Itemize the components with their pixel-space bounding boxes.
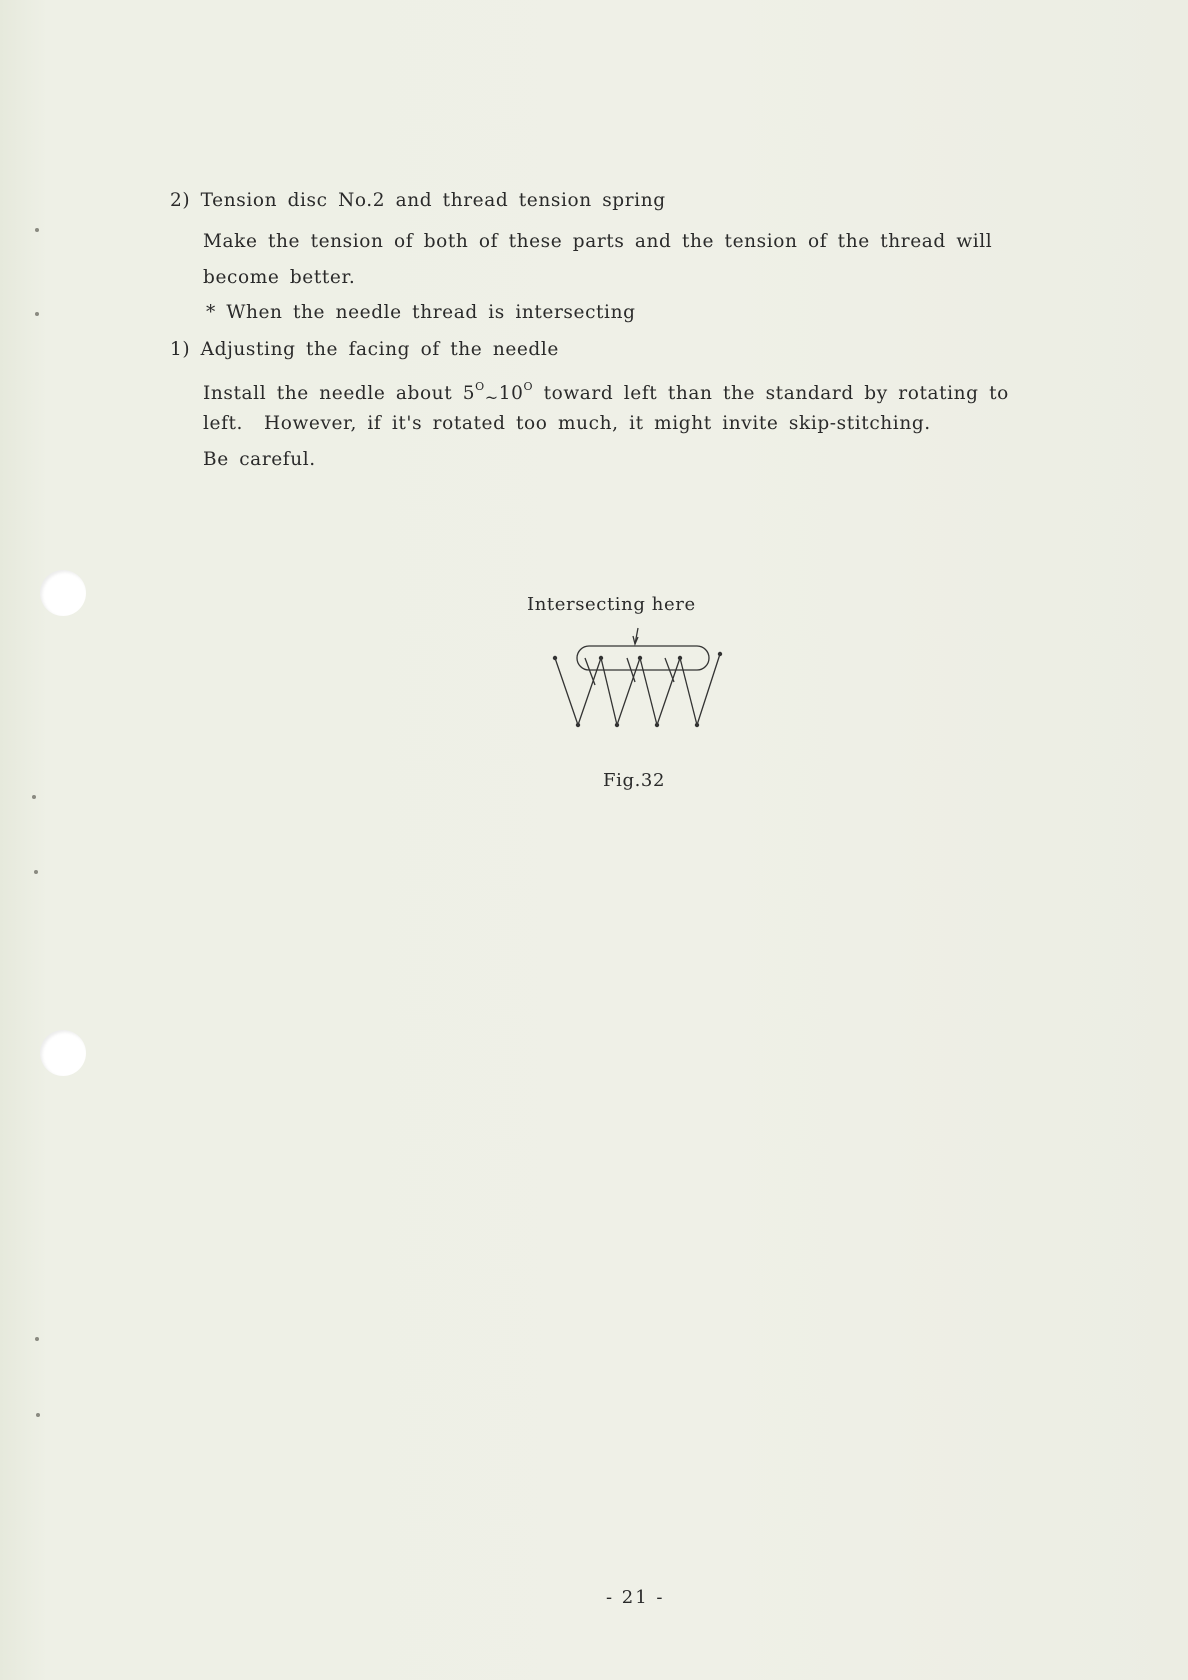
section-1-body-line: Be careful.	[203, 449, 316, 470]
stitch-point	[638, 656, 642, 660]
section-2-heading: 2) Tension disc No.2 and thread tension spring	[170, 190, 666, 211]
value-2: 10	[498, 383, 524, 404]
punch-hole-top	[40, 570, 86, 616]
section-2-body-line: Make the tension of both of these parts and the tension of the thread will	[203, 231, 993, 252]
install-text-a: Install the needle about 5	[203, 383, 476, 404]
thread-stroke	[601, 658, 617, 725]
figure-annotation: Intersecting here	[527, 594, 696, 615]
stitch-point	[695, 723, 699, 727]
stitch-point	[576, 723, 580, 727]
section-1-heading: 1) Adjusting the facing of the needle	[170, 339, 559, 360]
condition-note: * When the needle thread is intersecting	[206, 302, 636, 323]
thread-stroke	[640, 658, 657, 725]
section-1-body-line: left. However, if it's rotated too much, it might invite skip-stitching.	[203, 413, 931, 434]
thread-stroke	[680, 658, 697, 725]
page-number: - 21 -	[606, 1587, 665, 1608]
degree-symbol: O	[475, 380, 485, 393]
intersection-highlight-loop	[577, 646, 709, 670]
install-text-b: toward left than the standard by rotating to	[533, 383, 1009, 404]
scan-speck	[35, 312, 39, 316]
thread-stroke	[697, 654, 720, 725]
thread-stroke	[555, 658, 578, 725]
scan-speck	[34, 870, 38, 874]
figure-caption: Fig.32	[603, 770, 665, 791]
stitch-point	[615, 723, 619, 727]
section-1-install-line	[203, 375, 1009, 406]
scan-speck	[36, 1413, 40, 1417]
thread-stroke	[617, 658, 640, 725]
punch-hole-bottom	[40, 1030, 86, 1076]
degree-symbol: O	[523, 380, 534, 393]
section-2-body-line: become better.	[203, 267, 356, 288]
stitch-point	[718, 652, 722, 656]
stitch-point	[599, 656, 603, 660]
stitch-point	[678, 656, 682, 660]
scan-speck	[35, 1337, 39, 1341]
needle-thread-diagram	[540, 620, 740, 730]
stitch-point	[655, 723, 659, 727]
scan-speck	[35, 228, 39, 232]
range-symbol: ~	[484, 388, 499, 407]
scan-speck	[32, 795, 36, 799]
stitch-point	[553, 656, 557, 660]
thread-stroke	[585, 658, 595, 685]
